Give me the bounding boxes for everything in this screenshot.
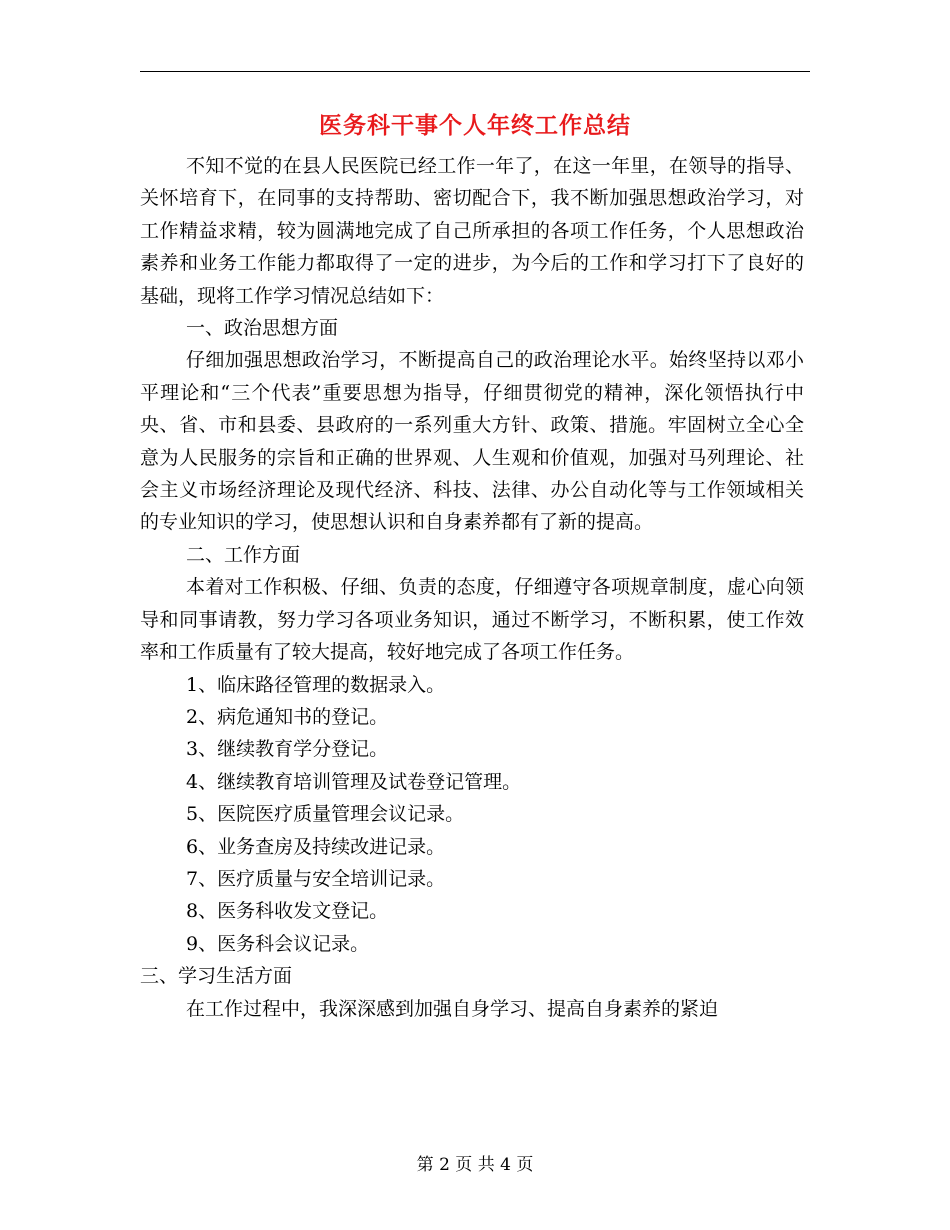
section-heading-study: 三、学习生活方面 [140,965,293,988]
intro-paragraph: 不知不觉的在县人民医院已经工作一年了，在这一年里，在领导的指导、关怀培育下，在同事的支持帮助、密切配合下，我不断加强思想政治学习，对工作精益求精，较为圆满地完成了自己所承担的各项工作任务，个人思想政治素养和业务工作能力都取得了一定的进步，为今后的工作和学习打下了良好的基础，现将工作学习情况总结如下： [140,155,804,307]
section-heading-politics: 一、政治思想方面 [186,317,339,340]
list-item: 7、医疗质量与安全培训记录。 [186,867,446,890]
section-paragraph-study: 在工作过程中，我深深感到加强自身学习、提高自身素养的紧迫 [186,997,719,1020]
list-item: 5、医院医疗质量管理会议记录。 [186,803,465,826]
document-title: 医务科干事个人年终工作总结 [319,112,631,139]
list-item: 3、继续教育学分登记。 [186,738,389,761]
header-rule [140,71,810,72]
page-number: 第 2 页 共 4 页 [416,1155,534,1175]
section-paragraph-work: 本着对工作积极、仔细、负责的态度，仔细遵守各项规章制度，虚心向领导和同事请教，努力学习各项业务知识，通过不断学习，不断积累，使工作效率和工作质量有了较大提高，较好地完成了各项工作任务。 [140,576,804,664]
list-item: 1、临床路径管理的数据录入。 [186,673,446,696]
list-item: 4、继续教育培训管理及试卷登记管理。 [186,770,522,793]
list-item: 2、病危通知书的登记。 [186,705,389,728]
section-heading-work: 二、工作方面 [186,543,301,566]
list-item: 8、医务科收发文登记。 [186,900,389,923]
document-body [140,150,804,1025]
section-paragraph-politics: 仔细加强思想政治学习，不断提高自己的政治理论水平。始终坚持以邓小平理论和“三个代表”重要思想为指导，仔细贯彻党的精神，深化领悟执行中央、省、市和县委、县政府的一系列重大方针、政策、措施。牢固树立全心全意为人民服务的宗旨和正确的世界观、人生观和价值观，加强对马列理论、社会主义市场经济理论及现代经济、科技、法律、办公自动化等与工作领域相关的专业知识的学习，使思想认识和自身素养都有了新的提高。 [140,349,804,534]
list-item: 9、医务科会议记录。 [186,932,370,955]
list-item: 6、业务查房及持续改进记录。 [186,835,446,858]
